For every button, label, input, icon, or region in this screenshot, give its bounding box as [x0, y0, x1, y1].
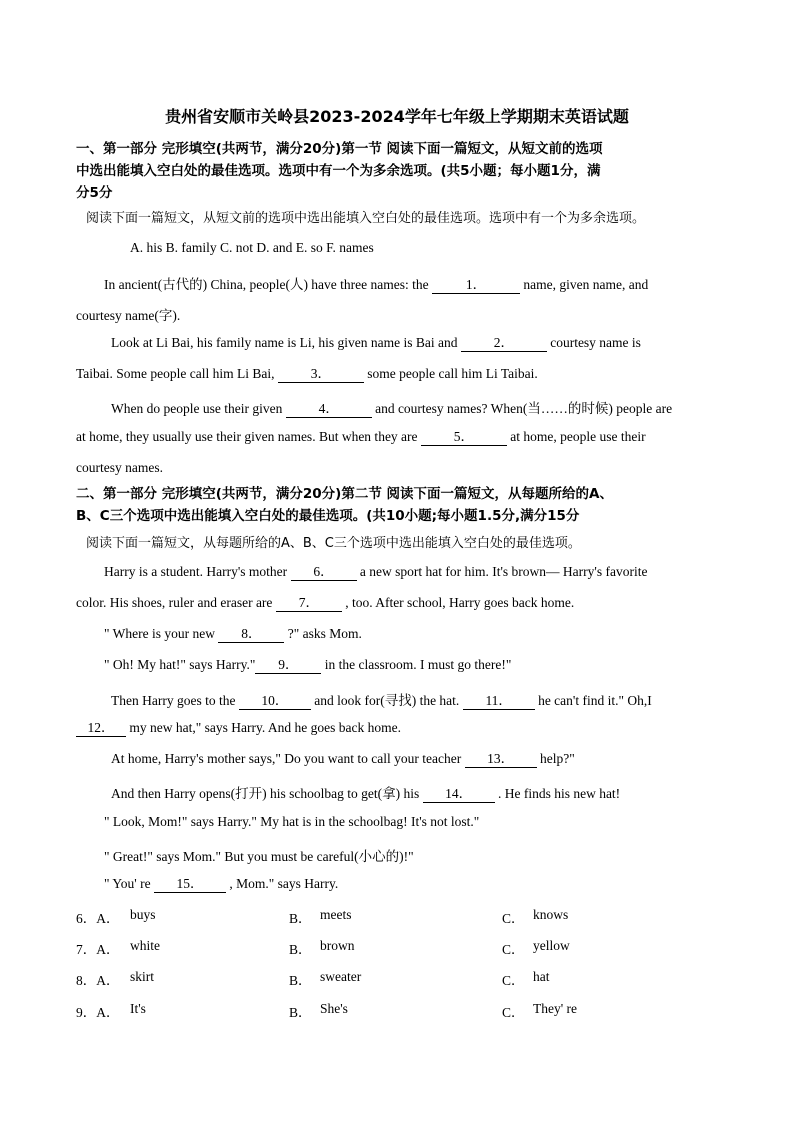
option-b: sweater	[320, 969, 362, 984]
blank-8: 8．	[218, 626, 284, 643]
section2-instruction: 阅读下面一篇短文，从每题所给的A、B、C三个选项中选出能填入空白处的最佳选项。	[86, 536, 581, 551]
passage1-line7: courtesy names.	[76, 460, 163, 475]
passage2-line2: color. His shoes, ruler and eraser are 7． , too. After school, Harry goes back home.	[76, 595, 575, 610]
passage2-line5: Then Harry goes to the 10． and look for(寻找) the hat. 11． he can't find it." Oh,I	[111, 693, 652, 708]
passage2-line3: " Where is your new 8． ?" asks Mom.	[104, 626, 362, 641]
passage2-line11: " You' re 15． , Mom." says Harry.	[104, 876, 339, 891]
option-c-label: C．	[502, 911, 525, 926]
blank-4: 4．	[286, 401, 372, 418]
blank-14: 14．	[423, 786, 495, 803]
option-c: yellow	[533, 938, 570, 953]
page-title: 贵州省安顺市关岭县2023-2024学年七年级上学期期末英语试题	[165, 107, 629, 126]
section1-options: A. his B. family C. not D. and E. so F. names	[130, 240, 374, 255]
question-number: 9．A．	[76, 1005, 120, 1020]
option-a: skirt	[130, 969, 155, 984]
blank-7: 7．	[276, 595, 342, 612]
option-b-label: B．	[289, 973, 312, 988]
question-number: 8．A．	[76, 973, 120, 988]
passage2-line9: " Look, Mom!" says Harry." My hat is in the schoolbag! It's not lost."	[104, 814, 480, 829]
option-b-label: B．	[289, 911, 312, 926]
passage2-line7: At home, Harry's mother says," Do you want to call your teacher 13． help?"	[111, 751, 575, 766]
blank-12: 12．	[76, 720, 126, 737]
passage2-line8: And then Harry opens(打开) his schoolbag to get(拿) his 14． . He finds his new hat!	[111, 786, 621, 801]
blank-11: 11．	[463, 693, 535, 710]
section1-header	[76, 138, 724, 204]
passage2-line4: " Oh! My hat!" says Harry." 9． in the classroom. I must go there!"	[104, 657, 512, 672]
section1-header-line1: 一、第一部分 完形填空(共两节，满分20分)第一节 阅读下面一篇短文，从短文前的选项	[76, 141, 603, 157]
option-c-label: C．	[502, 942, 525, 957]
passage2-line10: " Great!" says Mom." But you must be careful(小心的)!"	[104, 849, 414, 864]
blank-6: 6．	[291, 564, 357, 581]
blank-3: 3．	[278, 366, 364, 383]
question-number: 7．A．	[76, 942, 120, 957]
passage1-line5: When do people use their given 4． and courtesy names? When(当……的时候) people are	[111, 401, 673, 416]
option-a: white	[130, 938, 160, 953]
option-b-label: B．	[289, 942, 312, 957]
passage1-line4: Taibai. Some people call him Li Bai, 3． some people call him Li Taibai.	[76, 366, 538, 381]
blank-9: 9．	[255, 657, 321, 674]
section1-header-line3: 分5分	[76, 185, 113, 201]
blank-15: 15．	[154, 876, 226, 893]
section2-header-line1: 二、第一部分 完形填空(共两节，满分20分)第二节 阅读下面一篇短文，从每题所给的A、	[76, 486, 613, 502]
option-c: They' re	[533, 1001, 578, 1016]
passage1-line1: In ancient(古代的) China, people(人) have three names: the 1． name, given name, and	[104, 277, 649, 292]
option-c: knows	[533, 907, 569, 922]
section2-header	[76, 483, 724, 527]
section1-instruction: 阅读下面一篇短文，从短文前的选项中选出能填入空白处的最佳选项。选项中有一个为多余选项。	[86, 211, 646, 226]
blank-10: 10．	[239, 693, 311, 710]
section1-header-line2: 中选出能填入空白处的最佳选项。选项中有一个为多余选项。(共5小题；每小题1分，满	[76, 163, 601, 179]
passage1-line3: Look at Li Bai, his family name is Li, his given name is Bai and 2． courtesy name is	[111, 335, 641, 350]
option-b: brown	[320, 938, 355, 953]
question-number: 6．A．	[76, 911, 120, 926]
passage2-line1: Harry is a student. Harry's mother 6． a new sport hat for him. It's brown— Harry's favorite	[104, 564, 648, 579]
passage1-line2: courtesy name(字).	[76, 308, 181, 323]
option-c: hat	[533, 969, 550, 984]
blank-2: 2．	[461, 335, 547, 352]
option-b: She's	[320, 1001, 348, 1016]
option-b: meets	[320, 907, 352, 922]
passage1-line6: at home, they usually use their given names. But when they are 5． at home, people use their	[76, 429, 646, 444]
option-a: It's	[130, 1001, 146, 1016]
blank-1: 1．	[432, 277, 520, 294]
option-c-label: C．	[502, 1005, 525, 1020]
blank-5: 5．	[421, 429, 507, 446]
section2-header-line2: B、C三个选项中选出能填入空白处的最佳选项。(共10小题;每小题1.5分,满分15分	[76, 508, 580, 524]
option-c-label: C．	[502, 973, 525, 988]
option-a: buys	[130, 907, 156, 922]
passage2-line6: 12． my new hat," says Harry. And he goes back home.	[76, 720, 401, 737]
option-b-label: B．	[289, 1005, 312, 1020]
blank-13: 13．	[465, 751, 537, 768]
